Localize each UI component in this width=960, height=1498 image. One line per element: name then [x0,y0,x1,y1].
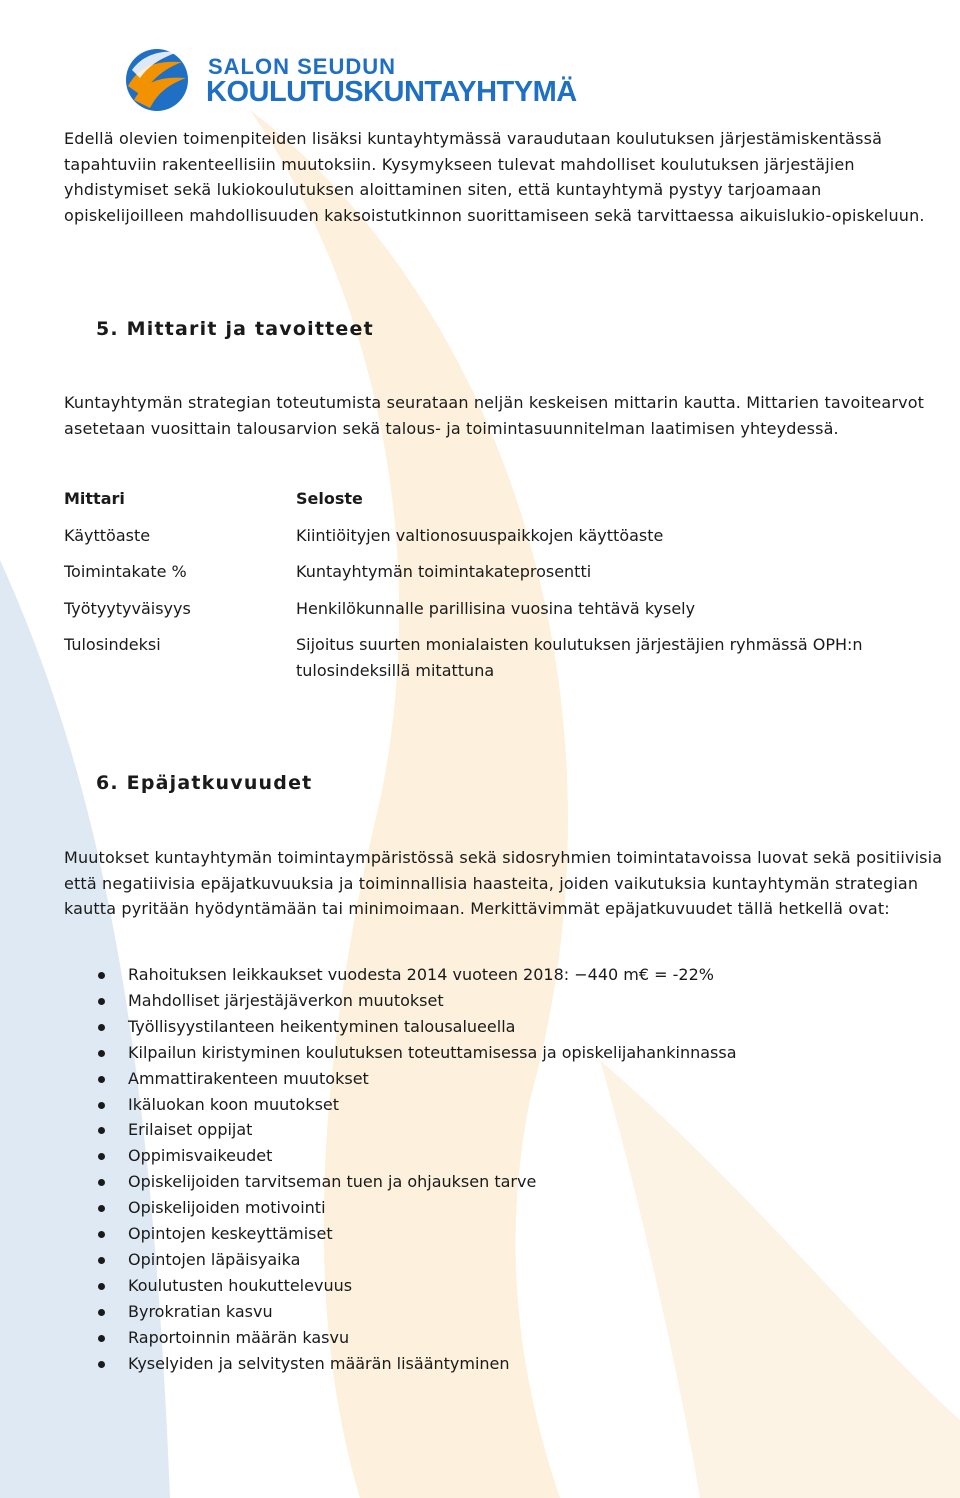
list-item-text: Byrokratian kasvu [128,1301,273,1321]
list-item [64,1143,944,1169]
list-item-text: Mahdolliset järjestäjäverkon muutokset [128,990,444,1010]
list-item [64,1221,944,1247]
metric-description: Henkilökunnalle parillisina vuosina tehtävä kysely [296,598,696,618]
list-item [64,1273,944,1299]
list-item-text: Erilaiset oppijat [128,1120,253,1140]
list-item-text: Ammattirakenteen muutokset [128,1068,369,1088]
column-header-mittari: Mittari [64,489,125,508]
list-item-text: Raportoinnin määrän kasvu [128,1327,350,1347]
list-item [64,1299,944,1325]
list-item [64,1117,944,1143]
bullet-icon [98,1309,105,1316]
list-item [64,1040,944,1066]
bullet-icon [98,1361,105,1368]
organization-logo [122,44,612,114]
list-item-text: Kilpailun kiristyminen koulutuksen toteuttamisessa ja opiskelijahankinnassa [128,1042,737,1062]
bullet-icon [98,1153,105,1160]
section-5-paragraph: Kuntayhtymän strategian toteutumista seurataan neljän keskeisen mittarin kautta. Mittarien tavoitearvot asetetaan vuosittain talousarvion sekä talous- ja toimintasuunnitelman laatimisen yhteydessä. [64,393,925,438]
list-item-text: Opintojen läpäisyaika [128,1249,301,1269]
metric-description: Kiintiöityjen valtionosuuspaikkojen käyttöaste [296,525,664,545]
bullet-icon [98,1283,105,1290]
bullet-icon [98,1024,105,1031]
metric-description: Sijoitus suurten monialaisten koulutuksen järjestäjien ryhmässä OPH:n tulosindeksillä mitattuna [296,635,863,680]
list-item-text: Opintojen keskeyttämiset [128,1224,333,1244]
list-item [64,1169,944,1195]
list-item-text: Opiskelijoiden tarvitseman tuen ja ohjauksen tarve [128,1172,537,1192]
bullet-icon [98,972,105,979]
list-item [64,988,944,1014]
list-item-text: Rahoituksen leikkaukset vuodesta 2014 vuoteen 2018: −440 m€ = -22% [128,965,714,984]
list-item [64,1092,944,1118]
table-row [64,559,944,596]
list-item [64,1351,944,1377]
bullet-icon [98,1050,105,1057]
intro-paragraph: Edellä olevien toimenpiteiden lisäksi kuntayhtymässä varaudutaan koulutuksen järjestämiskentässä tapahtuviin rakenteellisiin muutoksiin. Kysymykseen tulevat mahdolliset koulutuksen järjestäjien yhdistymiset sekä lukiokoulutuksen aloittaminen siten, että kuntayhtymä pystyy tarjoamaan opiskelijoilleen mahdollisuuden kaksoistutkinnon suorittamiseen sekä tarvittaessa aikuislukio-opiskeluun. [64,129,925,225]
metric-description: Kuntayhtymän toimintakateprosentti [296,562,592,581]
metric-name: Työtyytyväisyys [64,598,191,618]
list-item-text: Oppimisvaikeudet [128,1146,273,1166]
metrics-table [64,486,944,694]
list-item-text: Ikäluokan koon muutokset [128,1094,340,1114]
list-item [64,1195,944,1221]
bullet-icon [98,1127,105,1134]
table-row [64,632,944,694]
bullet-icon [98,1205,105,1212]
metric-name: Tulosindeksi [64,635,161,654]
list-item-text: Kyselyiden ja selvitysten määrän lisääntyminen [128,1353,510,1373]
metric-name: Käyttöaste [64,525,151,545]
logo-text-top: SALON SEUDUN [208,54,397,79]
column-header-seloste: Seloste [296,489,363,508]
bullet-icon [98,1102,105,1109]
bullet-icon [98,1076,105,1083]
bullet-icon [98,1231,105,1238]
list-item [64,1247,944,1273]
table-row [64,596,944,633]
list-item [64,962,944,988]
list-item [64,1066,944,1092]
list-item-text: Koulutusten houkuttelevuus [128,1275,353,1295]
section-6-paragraph: Muutokset kuntayhtymän toimintaympäristössä sekä sidosryhmien toimintatavoissa luovat sekä positiivisia että negatiivisia epäjatkuvuuksia ja toiminnallisia haasteita, joiden vaikutuksia kuntayhtymän strategian kautta pyritään hyödyntämään tai minimoimaan. Merkittävimmät epäjatkuvuudet tällä hetkellä ovat: [64,848,943,918]
swirl-logo-icon [122,44,194,114]
list-item [64,1014,944,1040]
list-item-text: Opiskelijoiden motivointi [128,1198,326,1218]
metric-name: Toimintakate % [64,562,187,581]
section-6-heading: 6. Epäjatkuvuudet [96,772,313,794]
bullet-icon [98,998,105,1005]
bullet-icon [98,1257,105,1264]
discontinuities-list [64,962,944,1377]
bullet-icon [98,1335,105,1342]
list-item-text: Työllisyystilanteen heikentyminen talousalueella [128,1016,516,1036]
table-row [64,523,944,560]
section-5-heading: 5. Mittarit ja tavoitteet [96,318,374,340]
list-item [64,1325,944,1351]
bullet-icon [98,1179,105,1186]
table-header-row [64,486,944,523]
logo-text-bottom: KOULUTUSKUNTAYHTYMÄ [206,76,577,108]
